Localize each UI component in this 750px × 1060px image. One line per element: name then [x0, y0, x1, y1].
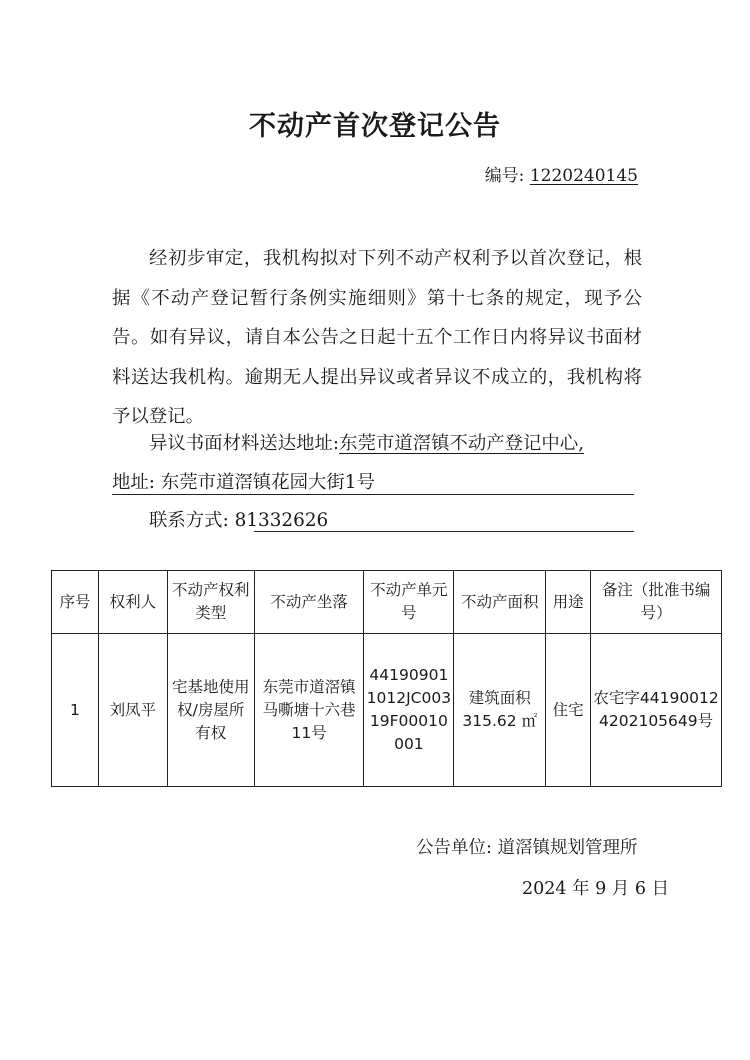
objection-line [149, 431, 584, 457]
body-line: 议书面材料送达我机构。逾期无人提出异议或者异议不成立 [112, 327, 642, 388]
notice-body [112, 239, 642, 437]
address-label: 地址: [112, 472, 155, 493]
contact-underline [254, 531, 634, 532]
document-number-label: 编号: [484, 166, 525, 186]
address-line [112, 470, 375, 496]
property-table [51, 570, 722, 787]
cell-area: 建筑面积315.62 ㎡ [454, 634, 546, 787]
body-line: 予公告。如有异议，请自本公告之日起十五个工作日内将异 [112, 287, 642, 348]
cell-seq: 1 [52, 634, 99, 787]
objection-label: 异议书面材料送达地址: [149, 433, 340, 454]
document-number [485, 161, 638, 186]
cell-remark: 农宅字441900124202105649号 [591, 634, 722, 787]
table-header-row [52, 571, 722, 634]
cell-unit-no: 441909011012JC00319F00010001 [364, 634, 454, 787]
document-title: 不动产首次登记公告 [249, 111, 501, 142]
contact-label: 联系方式: [149, 510, 229, 531]
header-area: 不动产面积 [454, 571, 546, 634]
body-line: 的，我机构将予以登记。 [112, 366, 642, 427]
table-row [52, 634, 722, 787]
header-holder: 权利人 [98, 571, 167, 634]
address-underline [112, 494, 634, 495]
issue-date: 2024 年 9 月 6 日 [522, 879, 670, 899]
address-value: 东莞市道滘镇花园大街1号 [160, 472, 375, 493]
header-seq: 序号 [52, 571, 99, 634]
cell-usage: 住宅 [546, 634, 591, 787]
issuer: 公告单位: 道滘镇规划管理所 [416, 838, 638, 858]
body-line: 根据《不动产登记暂行条例实施细则》第十七条的规定，现 [112, 248, 642, 309]
header-right-type: 不动产权利类型 [167, 571, 254, 634]
header-location: 不动产坐落 [254, 571, 364, 634]
objection-place: 东莞市道滘镇不动产登记中心, [339, 433, 585, 454]
contact-value: 81332626 [234, 510, 329, 531]
cell-holder: 刘凤平 [98, 634, 167, 787]
header-remark: 备注（批准书编号） [591, 571, 722, 634]
header-unit-no: 不动产单元号 [364, 571, 454, 634]
header-usage: 用途 [546, 571, 591, 634]
document-number-value: 1220240145 [529, 166, 638, 186]
cell-right-type: 宅基地使用权/房屋所有权 [167, 634, 254, 787]
body-line: 经初步审定，我机构拟对下列不动产权利予以首次登记， [149, 248, 624, 269]
cell-location: 东莞市道滘镇马嘶塘十六巷11号 [254, 634, 364, 787]
